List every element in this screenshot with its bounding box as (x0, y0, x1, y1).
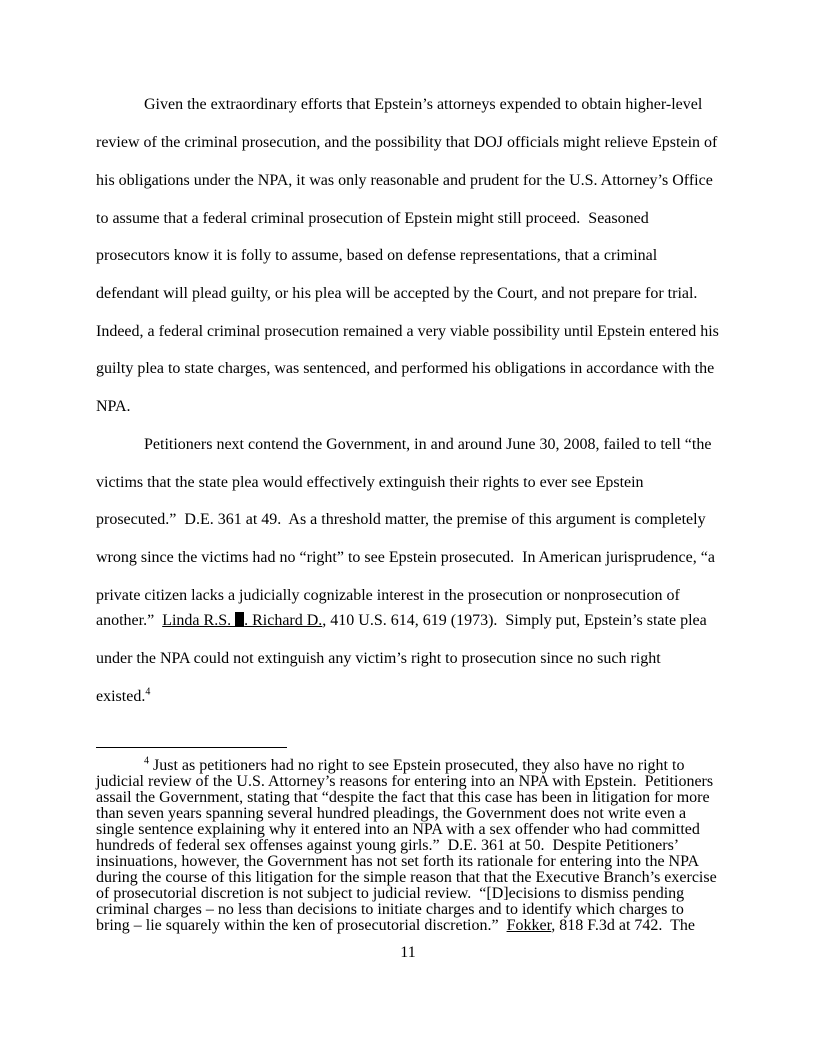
body-line (96, 285, 697, 303)
text-run: Given the extraordinary efforts that Epstein’s attorneys expended to obtain higher-level (144, 96, 703, 113)
body-line (96, 650, 661, 668)
redaction-block (235, 612, 244, 627)
footnote-line (96, 822, 700, 838)
text-run: wrong since the victims had no “right” to see Epstein prosecuted. In American jurisprudence, “a (96, 549, 715, 566)
text-run: , 818 F.3d at 742. The (551, 917, 695, 934)
text-run: to assume that a federal criminal prosecution of Epstein might still proceed. Seasoned (96, 210, 649, 227)
body-line (96, 360, 714, 378)
text-run: prosecuted.” D.E. 361 at 49. As a threshold matter, the premise of this argument is completely (96, 511, 706, 528)
text-run: judicial review of the U.S. Attorney’s reasons for entering into an NPA with Epstein. Petitioners (96, 773, 714, 790)
text-run: insinuations, however, the Government has not set forth its rationale for entering into the NPA (96, 853, 700, 870)
footnote-line (96, 854, 699, 870)
text-run: existed. (96, 688, 146, 705)
body-line (96, 398, 131, 416)
text-run: assail the Government, stating that “despite the fact that this case has been in litigation for more (96, 789, 710, 806)
footnote-line (96, 774, 713, 790)
text-run: Just as petitioners had no right to see Epstein prosecuted, they also have no right to (149, 757, 685, 774)
text-run: NPA. (96, 398, 131, 415)
text-run: than seven years spanning several hundred pleadings, the Government does not write even a (96, 805, 687, 822)
text-run: guilty plea to state charges, was sentenced, and performed his obligations in accordance with the (96, 360, 715, 377)
text-run: defendant will plead guilty, or his plea will be accepted by the Court, and not prepare for trial. (96, 285, 698, 302)
body-line (96, 134, 717, 152)
footnote-marker: 4 (145, 686, 151, 698)
text-run: private citizen lacks a judicially cognizable interest in the prosecution or nonprosecution of (96, 587, 680, 604)
text-run: single sentence explaining why it entered into an NPA with a sex offender who had committed (96, 821, 700, 838)
text-run: review of the criminal prosecution, and the possibility that DOJ officials might relieve Epstein of (96, 134, 718, 151)
footnote-marker: 4 (144, 755, 149, 767)
footnote-line (96, 870, 717, 886)
text-run: his obligations under the NPA, it was only reasonable and prudent for the U.S. Attorney’s Office (96, 172, 713, 189)
body-line (96, 323, 719, 341)
body-line (96, 474, 644, 492)
body-line (96, 172, 713, 190)
text-run: Petitioners next contend the Government, in and around June 30, 2008, failed to tell “the (144, 436, 712, 453)
body-line (144, 436, 711, 454)
body-line (96, 247, 657, 265)
footnote-divider (96, 747, 287, 748)
text-run: bring – lie squarely within the ken of prosecutorial discretion.” (96, 917, 507, 934)
page-number: 11 (400, 944, 416, 961)
text-run: , 410 U.S. 614, 619 (1973). Simply put, Epstein’s state plea (322, 612, 707, 629)
footnote-line (96, 790, 710, 806)
footnote-line (96, 838, 679, 854)
footnote-line (96, 806, 686, 822)
text-run: criminal charges – no less than decisions to initiate charges and to identify which charges to (96, 901, 684, 918)
text-run: of prosecutorial discretion is not subject to judicial review. “[D]ecisions to dismiss pending (96, 885, 685, 902)
body-line (96, 549, 715, 567)
text-run: another.” (96, 612, 163, 629)
text-run: victims that the state plea would effectively extinguish their rights to ever see Epstein (96, 474, 644, 491)
text-run: during the course of this litigation for the simple reason that that the Executive Branch’s exercise (96, 869, 717, 886)
body-line (96, 612, 707, 630)
body-line (96, 587, 680, 605)
text-run: Indeed, a federal criminal prosecution remained a very viable possibility until Epstein entered his (96, 323, 719, 340)
footnote-line (96, 918, 695, 934)
footnote-line (144, 755, 685, 774)
case-citation: Linda R.S. (162, 612, 236, 629)
body-line (96, 511, 706, 529)
text-run: under the NPA could not extinguish any victim’s right to prosecution since no such right (96, 650, 661, 667)
footnote-line (96, 886, 684, 902)
case-citation: . Richard D. (244, 612, 323, 629)
text-run: hundreds of federal sex offenses against young girls.” D.E. 361 at 50. Despite Petitioners’ (96, 837, 680, 854)
body-line (96, 210, 649, 228)
body-line (144, 96, 702, 114)
case-citation: Fokker (506, 917, 552, 934)
body-line (96, 688, 150, 706)
text-run: prosecutors know it is folly to assume, based on defense representations, that a criminal (96, 247, 658, 264)
footnote-line (96, 902, 684, 918)
